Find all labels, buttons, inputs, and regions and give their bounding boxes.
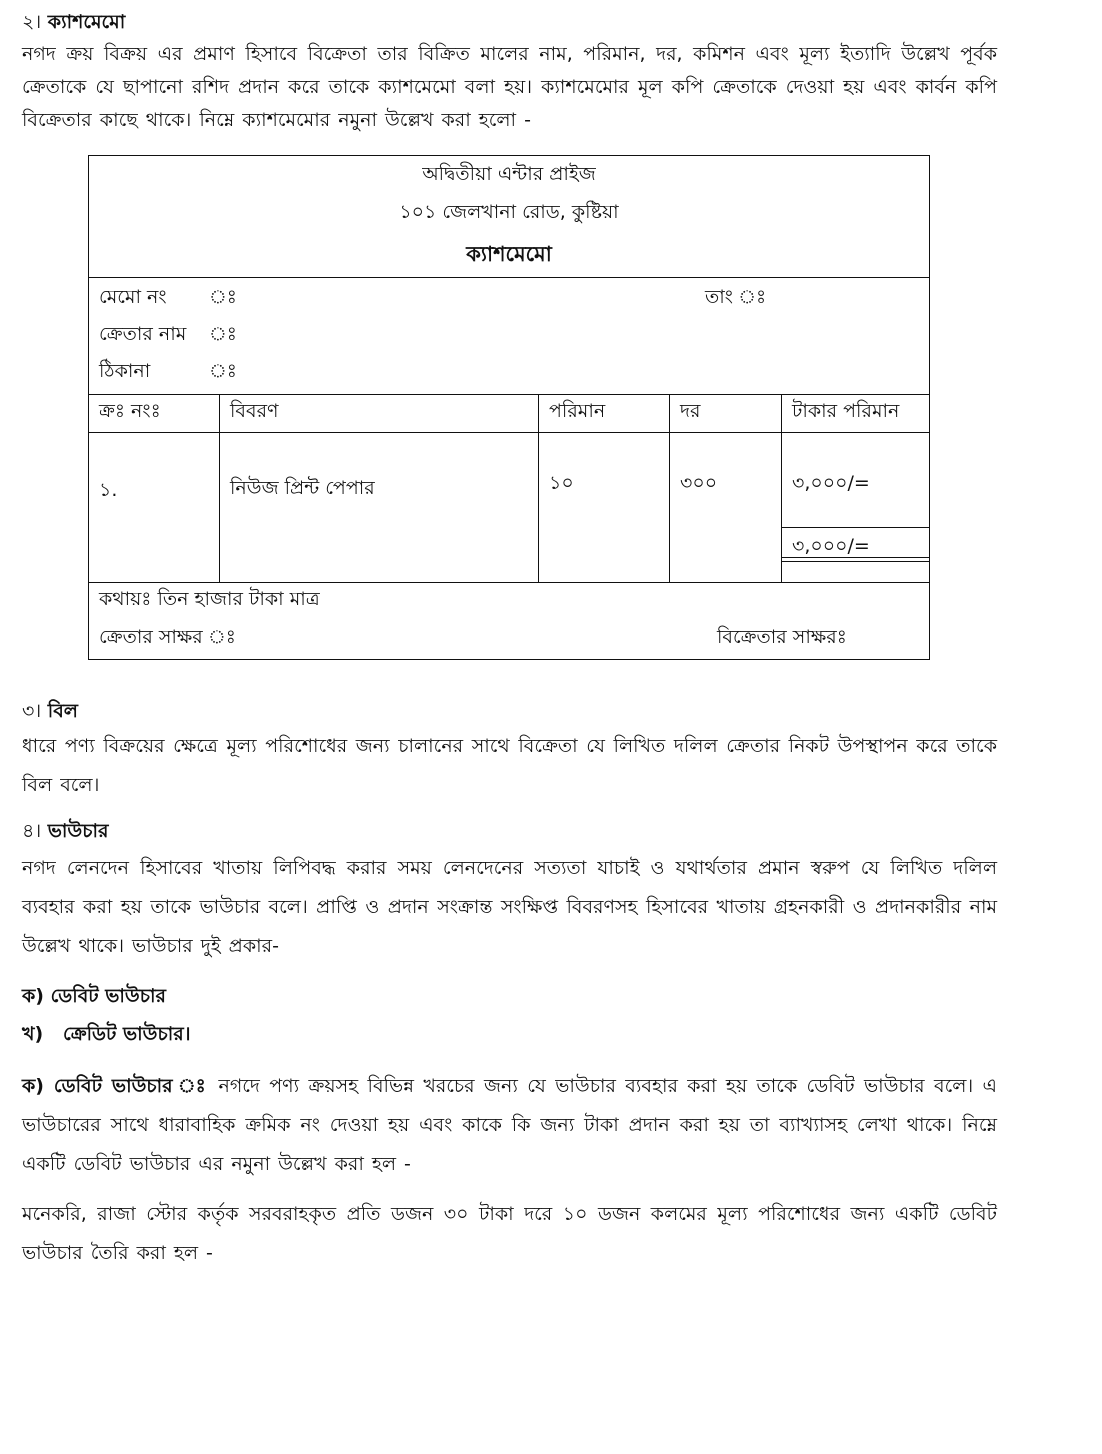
buyer-address-colon: ঃ: [209, 360, 237, 382]
amount-in-words: কথায়ঃ তিন হাজার টাকা মাত্র: [99, 588, 320, 610]
memo-address: ১০১ জেলখানা রোড, কুষ্টিয়া: [399, 201, 619, 223]
total-amount: ৩,০০০/=: [792, 535, 870, 557]
table-header-border: [89, 432, 929, 433]
section-4-number: ৪।: [22, 820, 42, 842]
debit-voucher-example: মনেকরি, রাজা স্টোর কর্তৃক সরবরাহকৃত প্রতি ডজন ৩০ টাকা দরে ১০ ডজন কলমের মূল্য পরিশোধের জন্য একটি ডেবিট ভাউচার তৈরি করা হল -: [22, 1203, 997, 1264]
col-divider-3: [669, 394, 670, 582]
total-line-top: [781, 527, 929, 528]
col-header-amount: টাকার পরিমান: [792, 400, 900, 422]
section-2-heading: [22, 8, 125, 40]
memo-title: ক্যাশমেমো: [466, 242, 552, 266]
debit-voucher-definition: [22, 1067, 997, 1184]
section-2-number: ২।: [22, 11, 42, 33]
seller-signature-label: বিক্রেতার সাক্ষরঃ: [717, 626, 847, 648]
voucher-type-credit-label: ক্রেডিট ভাউচার।: [63, 1023, 191, 1045]
section-3-title: বিল: [47, 700, 78, 722]
cash-memo-box: [88, 155, 930, 660]
section-2-title: ক্যাশমেমো: [47, 11, 126, 33]
memo-no-label: মেমো নং: [99, 286, 167, 308]
row-1-rate: ৩০০: [680, 472, 718, 494]
debit-voucher-term: ক) ডেবিট ভাউচার ঃ: [22, 1075, 210, 1097]
table-bottom-border: [89, 582, 929, 583]
voucher-type-credit-prefix: খ): [22, 1023, 44, 1045]
col-header-description: বিবরণ: [230, 400, 279, 422]
memo-business-name: অদ্বিতীয়া এন্টার প্রাইজ: [422, 163, 596, 185]
col-header-quantity: পরিমান: [549, 400, 606, 422]
buyer-name-colon: ঃ: [209, 323, 237, 345]
row-1-amount: ৩,০০০/=: [792, 472, 870, 494]
row-1-description: নিউজ প্রিন্ট পেপার: [230, 477, 375, 499]
memo-divider: [89, 277, 929, 278]
voucher-type-debit: ক) ডেবিট ভাউচার: [22, 985, 166, 1007]
buyer-signature-label: ক্রেতার সাক্ষর ঃ: [99, 626, 236, 648]
memo-date-label: তাং ঃ: [705, 286, 767, 308]
col-header-serial: ক্রঃ নংঃ: [99, 400, 161, 422]
total-line-double-2: [781, 561, 929, 562]
buyer-address-label: ঠিকানা: [99, 360, 151, 382]
table-top-border: [89, 394, 929, 395]
col-header-rate: দর: [680, 400, 701, 422]
section-3-paragraph: ধারে পণ্য বিক্রয়ের ক্ষেত্রে মূল্য পরিশোধের জন্য চালানের সাথে বিক্রেতা যে লিখিত দলিল ক্রেতার নিকট উপস্থাপন করে তাকে বিল বলে।: [22, 735, 997, 796]
section-3-number: ৩।: [22, 700, 42, 722]
total-line-double-1: [781, 557, 929, 558]
col-divider-2: [538, 394, 539, 582]
buyer-name-label: ক্রেতার নাম: [99, 323, 187, 345]
voucher-type-credit: [22, 1020, 191, 1052]
section-4-title: ভাউচার: [47, 820, 109, 842]
row-1-quantity: ১০: [549, 472, 574, 494]
section-2-paragraph: নগদ ক্রয় বিক্রয় এর প্রমাণ হিসাবে বিক্রেতা তার বিক্রিত মালের নাম, পরিমান, দর, কমিশন এবং মূল্য ইত্যাদি উল্লেখ পূর্বক ক্রেতাকে যে ছাপানো রশিদ প্রদান করে তাকে ক্যাশমেমো বলা হয়। ক্যাশমেমোর মূল কপি ক্রেতাকে দেওয়া হয় এবং কার্বন কপি বিক্রেতার কাছে থাকে। নিম্নে ক্যাশমেমোর নমুনা উল্লেখ করা হলো -: [22, 43, 997, 131]
col-divider-1: [219, 394, 220, 582]
section-3-heading: [22, 697, 78, 729]
memo-no-colon: ঃ: [209, 286, 237, 308]
section-4-paragraph: নগদ লেনদেন হিসাবের খাতায় লিপিবদ্ধ করার সময় লেনদেনের সত্যতা যাচাই ও যথার্থতার প্রমান স্বরুপ যে লিখিত দলিল ব্যবহার করা হয় তাকে ভাউচার বলে। প্রাপ্তি ও প্রদান সংক্রান্ত সংক্ষিপ্ত বিবরণসহ হিসাবের খাতায় গ্রহনকারী ও প্রদানকারীর নাম উল্লেখ থাকে। ভাউচার দুই প্রকার-: [22, 857, 997, 957]
row-1-serial: ১.: [99, 479, 118, 501]
section-4-heading: [22, 817, 108, 849]
col-divider-4: [781, 394, 782, 582]
debit-voucher-text: নগদে পণ্য ক্রয়সহ বিভিন্ন খরচের জন্য যে ভাউচার ব্যবহার করা হয় তাকে ডেবিট ভাউচার বলে। এ ভাউচারের সাথে ধারাবাহিক ক্রমিক নং দেওয়া হয় এবং কাকে কি জন্য টাকা প্রদান করা হয় তা ব্যাখ্যাসহ লেখা থাকে। নিম্নে একটি ডেবিট ভাউচার এর নমুনা উল্লেখ করা হল -: [22, 1075, 997, 1175]
